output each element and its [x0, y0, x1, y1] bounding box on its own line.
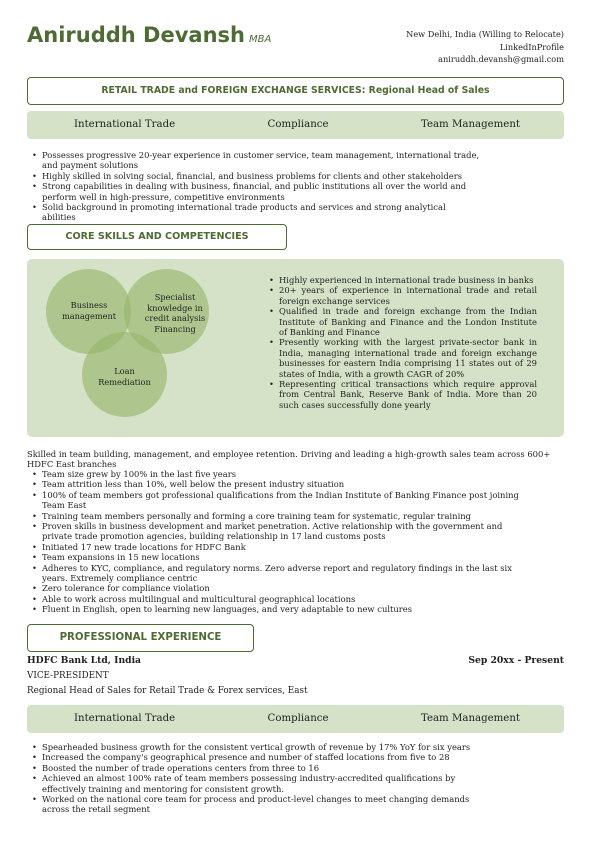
list-item: • Able to work across multilingual and multicultural geographical locations: [30, 594, 530, 604]
list-item: • Achieved an almost 100% rate of team members possessing industry-accredited qualifications by effectively training and mentoring for consistent growth.: [30, 773, 490, 794]
core-skills-panel: [27, 259, 564, 437]
experience-list: [30, 742, 490, 815]
list-item: • Initiated 17 new trade locations for HDFC Bank: [30, 542, 530, 552]
venn-label-specialist: Specialist knowledge in credit analysis Financing: [144, 292, 206, 334]
list-item: • Highly skilled in solving social, financial, and business problems for clients and other stakeholders: [30, 171, 480, 181]
email-link[interactable]: aniruddh.devansh@gmail.com: [438, 54, 564, 64]
job-dates: Sep 20xx - Present: [468, 655, 564, 666]
list-item: • Team size grew by 100% in the last five years: [30, 469, 530, 479]
keyword-compliance: Compliance: [267, 118, 329, 130]
candidate-name: [27, 22, 271, 53]
list-item: • Worked on the national core team for process and product-level changes to meet changing demands across the retail segment: [30, 794, 490, 815]
job-role: Regional Head of Sales for Retail Trade & Forex services, East: [27, 686, 308, 696]
list-item: • Team attrition less than 10%, well below the present industry situation: [30, 479, 530, 489]
team-list: [30, 469, 530, 615]
list-item: • Solid background in promoting international trade products and services and strong analytical abilities: [30, 202, 480, 223]
team-intro: Skilled in team building, management, and employee retention. Driving and leading a high-growth sales team across 600+ HDFC East branches: [27, 449, 551, 470]
keyword-international-trade: International Trade: [74, 712, 176, 724]
venn-label-business: Business management: [61, 300, 117, 321]
keyword-international-trade: International Trade: [74, 118, 176, 130]
list-item: • Increased the company's geographical presence and number of staffed locations from five to 28: [30, 752, 490, 762]
list-item: • Fluent in English, open to learning new languages, and very adaptable to new cultures: [30, 604, 530, 614]
name-text: Aniruddh Devansh: [27, 23, 245, 47]
credential: MBA: [248, 34, 272, 45]
list-item: • 20+ years of experience in international trade and retail foreign exchange services: [267, 285, 537, 306]
job-position: VICE-PRESIDENT: [27, 671, 109, 681]
job-header: [27, 656, 564, 666]
list-item: • Presently working with the largest private-sector bank in India, managing international trade and foreign exchange businesses for eastern India comprising 11 states out of 29 states of India, with a growth CAGR of 20%: [267, 337, 537, 379]
headline-box: RETAIL TRADE and FOREIGN EXCHANGE SERVICES: Regional Head of Sales: [27, 77, 564, 105]
core-skills-list: [267, 275, 537, 410]
resume-header: [27, 20, 568, 70]
location: New Delhi, India (Willing to Relocate): [406, 29, 564, 39]
list-item: • 100% of team members got professional qualifications from the Indian Institute of Banking Finance post joining Team East: [30, 490, 530, 511]
contact-info: [406, 28, 564, 66]
list-item: • Proven skills in business development and market penetration. Active relationship with the government and private trade promotion agencies, building relationship in 17 land customs posts: [30, 521, 530, 542]
keyword-bar: [27, 111, 564, 139]
list-item: • Zero tolerance for compliance violation: [30, 583, 530, 593]
list-item: • Highly experienced in international trade business in banks: [267, 275, 537, 285]
venn-label-loan: Loan Remediation: [98, 366, 151, 387]
list-item: • Spearheaded business growth for the consistent vertical growth of revenue by 17% YoY for six years: [30, 742, 490, 752]
keyword-team-management: Team Management: [420, 118, 520, 130]
list-item: • Representing critical transactions which require approval from Central Bank, Reserve Bank of India. More than 20 such cases successfully done yearly: [267, 379, 537, 410]
list-item: • Team expansions in 15 new locations: [30, 552, 530, 562]
list-item: • Possesses progressive 20-year experience in customer service, team management, international trade, and payment solutions: [30, 150, 480, 171]
core-skills-heading: CORE SKILLS AND COMPETENCIES: [27, 224, 287, 250]
experience-keyword-bar: [27, 705, 564, 733]
keyword-team-management: Team Management: [420, 712, 520, 724]
list-item: • Boosted the number of trade operations centers from three to 16: [30, 763, 490, 773]
keyword-compliance: Compliance: [267, 712, 329, 724]
summary-list: [30, 150, 480, 223]
list-item: • Adheres to KYC, compliance, and regulatory norms. Zero adverse report and regulatory findings in the last six years. Extremely compliance centric: [30, 563, 530, 584]
company-name: HDFC Bank Ltd, India: [27, 655, 142, 666]
list-item: • Strong capabilities in dealing with business, financial, and public institutions all over the world and perform well in high-pressure, competitive environments: [30, 181, 480, 202]
list-item: • Qualified in trade and foreign exchange from the Indian Institute of Banking and Finance and the London Institute of Banking and Finance: [267, 306, 537, 337]
linkedin-link[interactable]: LinkedInProfile: [499, 41, 564, 52]
list-item: • Training team members personally and forming a core training team for systematic, regular training: [30, 511, 530, 521]
experience-heading: PROFESSIONAL EXPERIENCE: [27, 624, 254, 652]
